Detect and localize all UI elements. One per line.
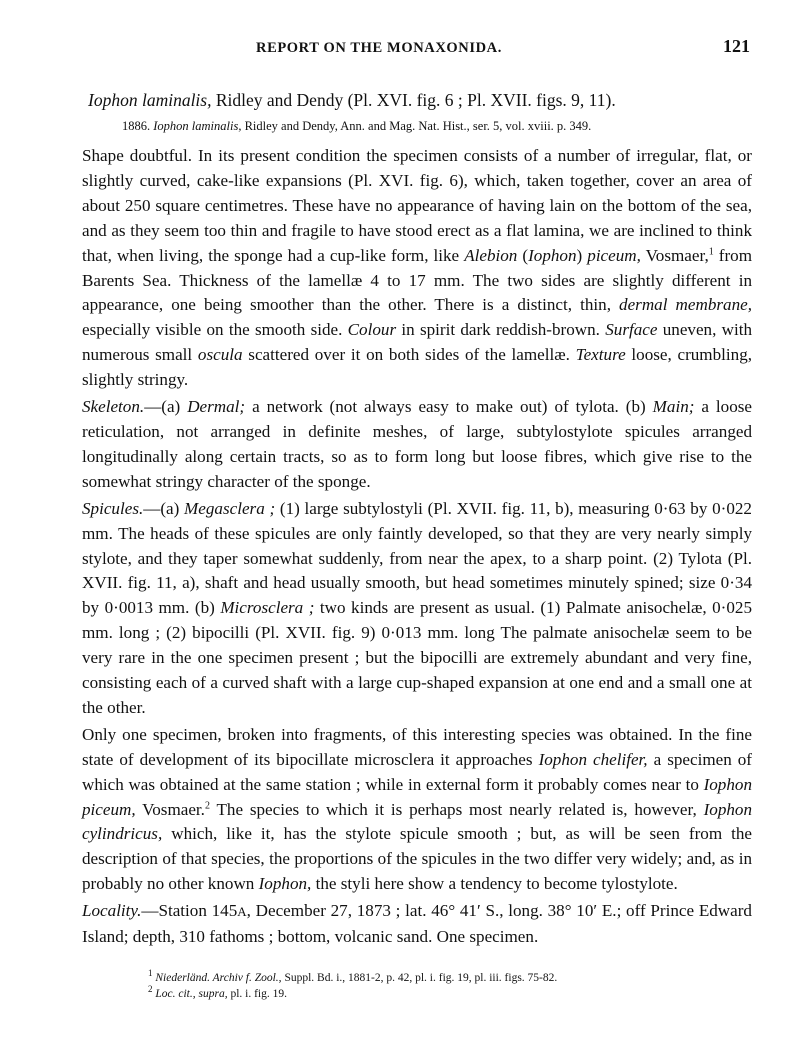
footnote-2 — [148, 986, 557, 1002]
text-run: —Station 145 — [141, 901, 238, 921]
text-run: loose, crumbling, slightly stringy. — [82, 345, 753, 390]
station-letter: A — [237, 904, 247, 920]
taxon-name: Iophon — [528, 245, 577, 265]
text-run: —(a) — [144, 397, 188, 417]
citation-name: Iophon laminalis, — [153, 119, 242, 133]
citation-year: 1886. — [122, 119, 154, 133]
text-run: Only one specimen, broken into fragments, of this interesting species was obtained. In the fine state of development of its bipocillate microsclera it approaches — [82, 724, 752, 769]
text-run: ) — [576, 245, 588, 265]
species-name: Iophon laminalis, — [88, 90, 212, 110]
term: oscula — [197, 345, 243, 365]
text-run: scattered over it on both sides of the lamellæ. — [242, 345, 576, 365]
taxon-name: Iophon chelifer, — [538, 749, 648, 769]
term: Texture — [575, 345, 626, 365]
text-run: , December 27, 1873 ; lat. 46° 41′ S., long. 38° 10′ E.; off Prince Edward Island; depth, 310 fathoms ; bottom, volcanic sand. One specimen. — [82, 901, 752, 947]
section-label: Skeleton. — [82, 397, 145, 417]
species-authority: Ridley and Dendy (Pl. XVI. fig. 6 ; Pl. XVII. figs. 9, 11). — [211, 90, 616, 110]
term: Dermal; — [187, 397, 246, 417]
footnote-text: Suppl. Bd. i., 1881-2, p. 42, pl. i. fig. 19, pl. iii. figs. 75-82. — [281, 972, 558, 984]
text-run: Vosmaer. — [135, 799, 205, 819]
paragraph-description — [82, 144, 752, 393]
citation-rest: Ridley and Dendy, Ann. and Mag. Nat. Hist., ser. 5, vol. xviii. p. 349. — [241, 119, 592, 133]
text-run: which, like it, has the stylote spicule smooth ; but, as will be seen from the description of that species, the proportions of the spicules in the two differ very widely; and, as in probably no other known — [82, 824, 752, 894]
footnote-ref[interactable]: 1 — [708, 245, 714, 257]
taxon-name: Alebion — [464, 245, 518, 265]
footnote-ref[interactable]: 2 — [204, 799, 210, 811]
taxon-name: Iophon, — [258, 874, 312, 894]
text-run: —(a) — [143, 498, 185, 518]
term: Megasclera ; — [184, 498, 276, 518]
paragraph-remarks — [82, 723, 752, 897]
text-run: uneven, with numerous small — [82, 320, 753, 365]
text-run: Vosmaer, — [640, 245, 709, 265]
text-run: The species to which it is perhaps most nearly related is, however, — [209, 799, 704, 819]
text-run: from Barents Sea. Thickness of the lamellæ 4 to 17 mm. The two sides are slightly different in appearance, one being smoother than the other. There is a distinct, thin, — [82, 245, 752, 315]
running-head: REPORT ON THE MONAXONIDA. — [256, 40, 502, 56]
page-number: 121 — [723, 36, 750, 56]
section-label: Spicules. — [82, 498, 144, 518]
text-run: Shape doubtful. In its present condition the specimen consists of a number of irregular, flat, or slightly curved, cake-like expansions (Pl. XVI. fig. 6), which, taken together, cover an area of about 250 square centimetres. These have no appearance of having lain on the bottom of the sea, and as they seem too thin and fragile to have stood erect as a flat lamina, we are inclined to think that, when living, the sponge had a cup-like form, like — [82, 146, 752, 265]
footnote-title: Niederländ. Archiv f. Zool., — [155, 972, 282, 984]
footnote-1 — [148, 970, 557, 986]
species-citation — [122, 119, 752, 134]
term: Surface — [605, 320, 658, 340]
taxon-name: Iophon cylindricus, — [82, 799, 753, 844]
text-run: in spirit dark reddish-brown. — [396, 320, 606, 340]
text-run: especially visible on the smooth side. — [82, 320, 348, 340]
footnote-mark: 2 — [148, 984, 153, 995]
text-run: a network (not always easy to make out) of tylota. (b) — [245, 397, 653, 417]
term: dermal membrane, — [619, 295, 752, 315]
term: Main; — [652, 397, 695, 417]
footnotes — [148, 970, 557, 1002]
paragraph-skeleton — [82, 395, 752, 495]
text-run: (1) large subtylostyli (Pl. XVII. fig. 11, b), measuring 0·63 by 0·022 mm. The heads of these spicules are only faintly developed, so that they are very nearly simply stylote, and they taper somewhat suddenly, from near the apex, to a sharp point. (2) Tylota (Pl. XVII. fig. 11, a), shaft and head usually smooth, but head sometimes minutely spined; size 0·34 by 0·0013 mm. (b) — [82, 498, 752, 618]
term: Microsclera ; — [220, 598, 315, 618]
footnote-text: pl. i. fig. 19. — [227, 988, 287, 1000]
text-run: the styli here show a tendency to become tylostylote. — [311, 874, 678, 894]
section-label: Locality. — [82, 901, 142, 921]
footnote-mark: 1 — [148, 968, 153, 979]
paragraph-locality — [82, 899, 752, 950]
term: Colour — [347, 320, 397, 340]
taxon-name: Iophon piceum, — [82, 774, 752, 819]
taxon-name: piceum, — [587, 245, 641, 265]
text-run: a specimen of which was obtained at the same station ; while in external form it probably comes near to — [82, 749, 752, 794]
paragraph-spicules — [82, 497, 752, 721]
species-title — [88, 90, 752, 111]
text-run: ( — [517, 245, 529, 265]
text-run: two kinds are present as usual. (1) Palmate anisochelæ, 0·025 mm. long ; (2) bipocilli (Pl. XVII. fig. 9) 0·013 mm. long The palmate anisochelæ seem to be very rare in the one specimen present ; but the bipocilli are extremely abundant and very fine, consisting each of a curved shaft with a large cup-shaped expansion at one end and a small one at the other. — [82, 598, 752, 717]
footnote-title: Loc. cit., supra, — [155, 988, 228, 1000]
text-run: a loose reticulation, not arranged in definite meshes, of large, subtylostylote spicules arranged longitudinally along certain tracts, so as to form long but loose fibres, which give rise to the somewhat stringy character of the sponge. — [82, 397, 752, 491]
page-header — [82, 36, 752, 70]
